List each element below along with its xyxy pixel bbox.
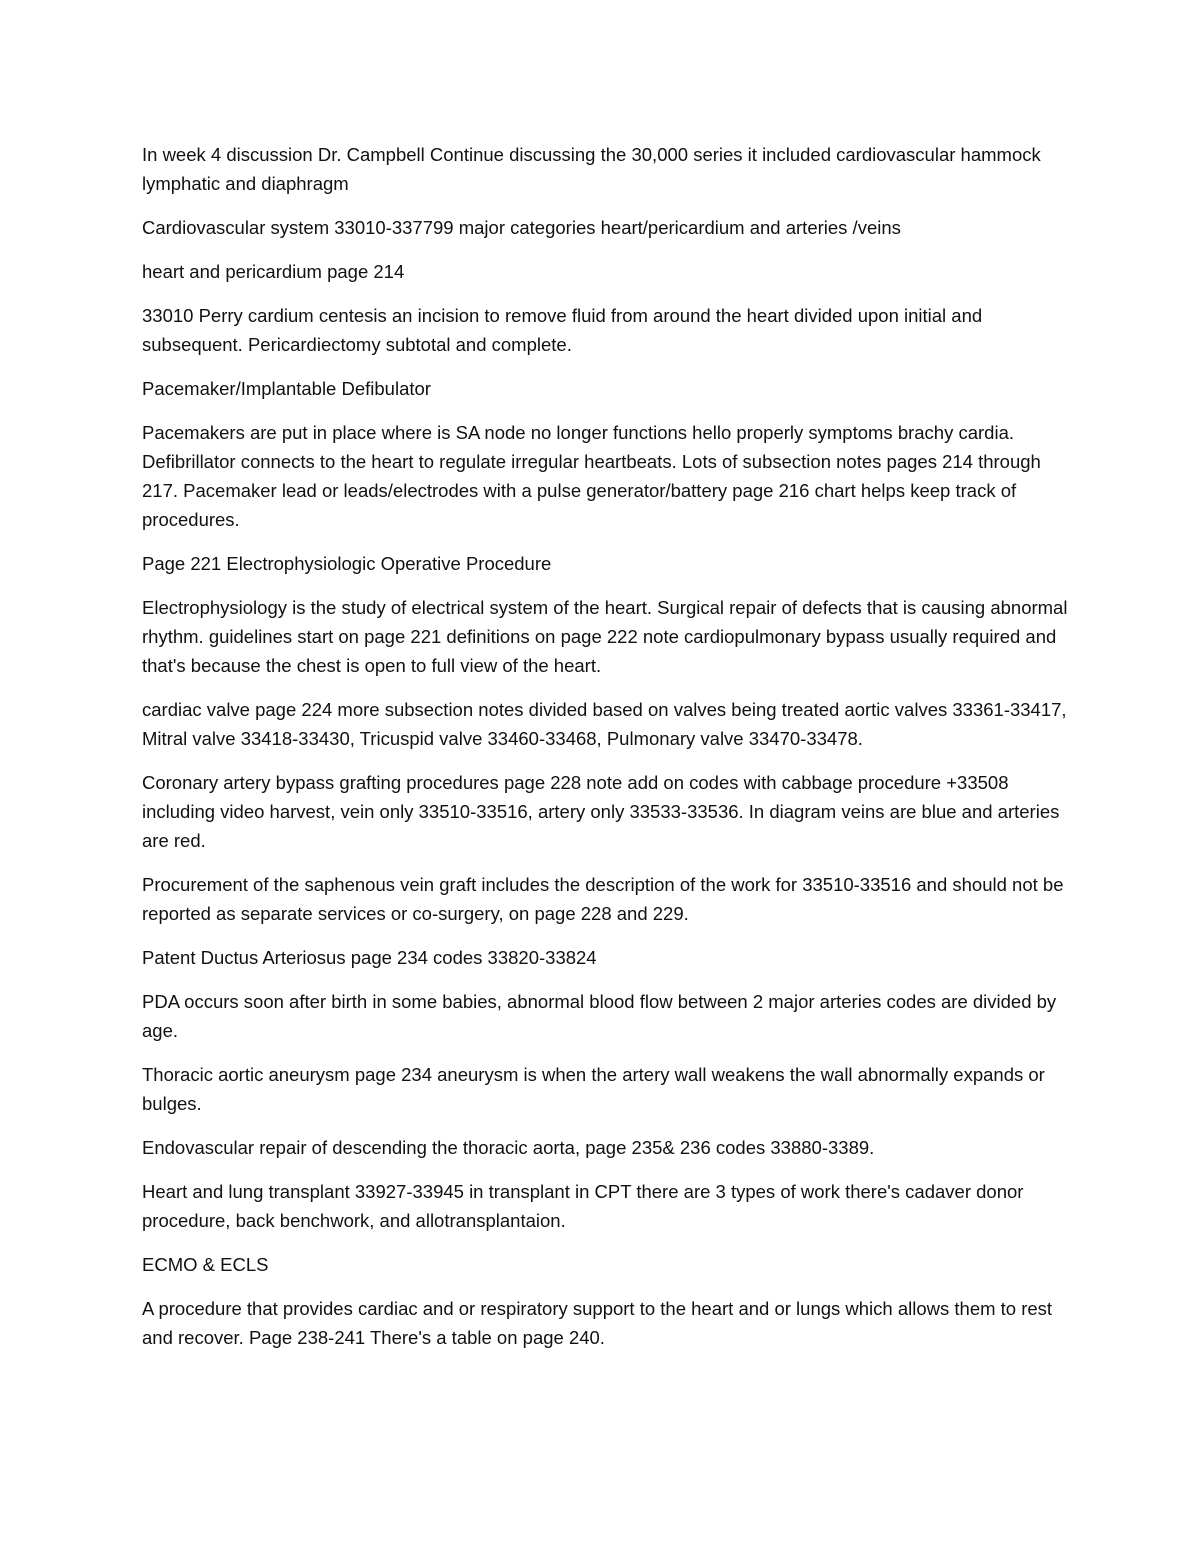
paragraph-thoracic-aneurysm: Thoracic aortic aneurysm page 234 aneurysm is when the artery wall weakens the wall abnormally expands or bulges.	[142, 1064, 1045, 1114]
paragraph-pda: PDA occurs soon after birth in some babies, abnormal blood flow between 2 major arteries codes are divided by age.	[142, 991, 1057, 1041]
paragraph-heart-pericardium-heading: heart and pericardium page 214	[142, 261, 405, 282]
paragraph-electrophysiology: Electrophysiology is the study of electrical system of the heart. Surgical repair of defects that is causing abnormal rhythm. guidelines start on page 221 definitions on page 222 note cardiopulmonary bypass usually required and that's because the chest is open to full view of the heart.	[142, 597, 1068, 676]
paragraph-cardiovascular-system: Cardiovascular system 33010-337799 major categories heart/pericardium and arteries /veins	[142, 217, 901, 238]
paragraph-electrophysiologic-heading: Page 221 Electrophysiologic Operative Procedure	[142, 553, 552, 574]
paragraph-saphenous-vein: Procurement of the saphenous vein graft includes the description of the work for 33510-33516 and should not be reported as separate services or co-surgery, on page 228 and 229.	[142, 874, 1064, 924]
paragraph-endovascular-repair: Endovascular repair of descending the thoracic aorta, page 235& 236 codes 33880-3389.	[142, 1137, 875, 1158]
paragraph-ecmo: A procedure that provides cardiac and or respiratory support to the heart and or lungs which allows them to rest and recover. Page 238-241 There's a table on page 240.	[142, 1298, 1053, 1348]
paragraph-coronary-bypass: Coronary artery bypass grafting procedures page 228 note add on codes with cabbage procedure +33508 including video harvest, vein only 33510-33516, artery only 33533-33536. In diagram veins are blue and arteries are red.	[142, 772, 1060, 851]
paragraph-intro: In week 4 discussion Dr. Campbell Continue discussing the 30,000 series it included cardiovascular hammock lymphatic and diaphragm	[142, 144, 1041, 194]
paragraph-ecmo-heading: ECMO & ECLS	[142, 1254, 269, 1275]
document-body	[142, 140, 1072, 1367]
paragraph-pacemaker-heading: Pacemaker/Implantable Defibulator	[142, 378, 431, 399]
paragraph-pericardiocentesis: 33010 Perry cardium centesis an incision to remove fluid from around the heart divided upon initial and subsequent. Pericardiectomy subtotal and complete.	[142, 305, 983, 355]
paragraph-transplant: Heart and lung transplant 33927-33945 in transplant in CPT there are 3 types of work there's cadaver donor procedure, back benchwork, and allotransplantaion.	[142, 1181, 1024, 1231]
paragraph-pacemakers: Pacemakers are put in place where is SA node no longer functions hello properly symptoms brachy cardia. Defibrillator connects to the heart to regulate irregular heartbeats. Lots of subsection notes pages 214 through 217. Pacemaker lead or leads/electrodes with a pulse generator/battery page 216 chart helps keep track of procedures.	[142, 422, 1041, 530]
paragraph-pda-heading: Patent Ductus Arteriosus page 234 codes 33820-33824	[142, 947, 597, 968]
paragraph-cardiac-valve: cardiac valve page 224 more subsection notes divided based on valves being treated aortic valves 33361-33417, Mitral valve 33418-33430, Tricuspid valve 33460-33468, Pulmonary valve 33470-33478.	[142, 699, 1067, 749]
